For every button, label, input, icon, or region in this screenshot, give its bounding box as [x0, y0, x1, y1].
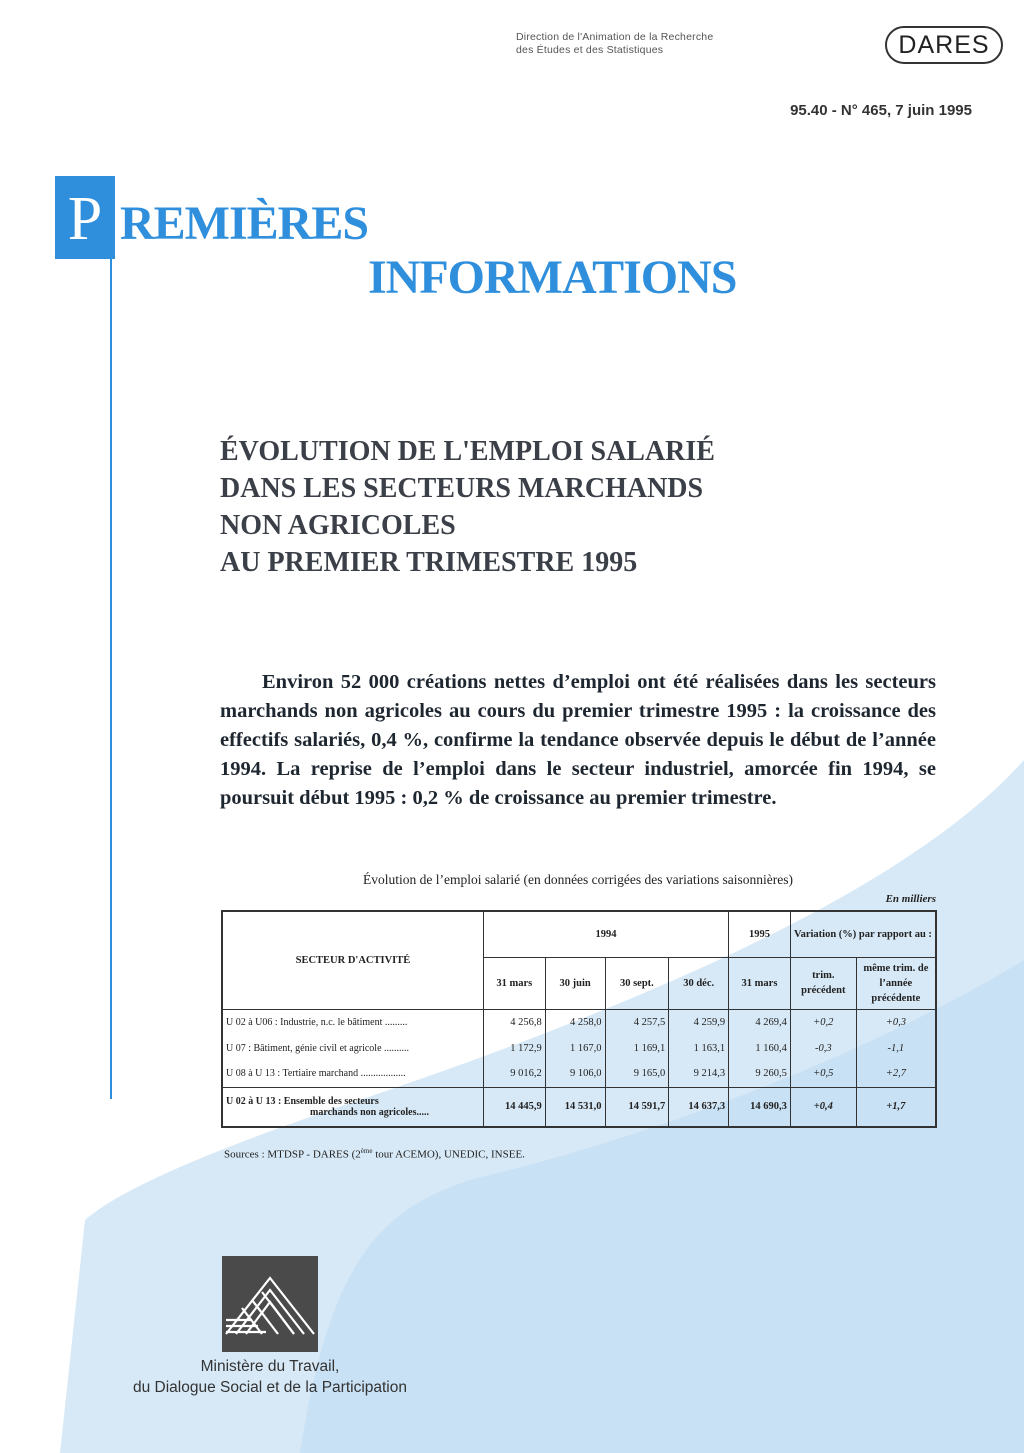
article-title-line: DANS LES SECTEURS MARCHANDS — [220, 473, 704, 504]
subheader: 30 sept. — [605, 957, 669, 1009]
header-year-1994: 1994 — [483, 911, 728, 957]
cell: 4 256,8 — [483, 1009, 545, 1035]
source-prefix: Sources : MTDSP - DARES (2 — [224, 1148, 361, 1161]
cell: 4 258,0 — [545, 1009, 605, 1035]
cell: 9 214,3 — [669, 1061, 729, 1087]
cell: +0,4 — [790, 1087, 856, 1127]
ministry-line-2: du Dialogue Social et de la Participation — [132, 1379, 407, 1396]
header-variation: Variation (%) par rapport au : — [790, 911, 936, 957]
cell: +1,7 — [856, 1087, 936, 1127]
table-total-row — [222, 1087, 936, 1127]
cell: 9 016,2 — [483, 1061, 545, 1087]
subheader: 30 déc. — [669, 957, 729, 1009]
row-label: U 02 à U06 : Industrie, n.c. le bâtiment ......... — [222, 1009, 483, 1035]
cell: 4 269,4 — [729, 1009, 791, 1035]
dares-badge: DARES — [885, 26, 1003, 64]
cell: +0,3 — [856, 1009, 936, 1035]
cell: 9 260,5 — [729, 1061, 791, 1087]
subheader: 31 mars — [483, 957, 545, 1009]
subheader: trim. précédent — [790, 957, 856, 1009]
cell: 14 445,9 — [483, 1087, 545, 1127]
cell: -1,1 — [856, 1035, 936, 1061]
ministry-name — [100, 1356, 440, 1398]
cell: -0,3 — [790, 1035, 856, 1061]
directorate-line-1: Direction de l'Animation de la Recherche — [516, 31, 714, 43]
article-title-line: ÉVOLUTION DE L'EMPLOI SALARIÉ — [220, 436, 715, 467]
subheader: 30 juin — [545, 957, 605, 1009]
directorate-name — [516, 31, 713, 57]
cell: 9 106,0 — [545, 1061, 605, 1087]
issue-number: 95.40 - N° 465, 7 juin 1995 — [790, 102, 972, 119]
article-title-line: AU PREMIER TRIMESTRE 1995 — [220, 547, 638, 578]
cell: 14 637,3 — [669, 1087, 729, 1127]
source-sup: ème — [360, 1147, 373, 1155]
masthead-line-1: REMIÈRES — [120, 197, 369, 250]
cell: 1 169,1 — [605, 1035, 669, 1061]
table-row — [222, 1009, 936, 1035]
ministry-line-1: Ministère du Travail, — [200, 1358, 340, 1375]
employment-table — [221, 910, 937, 1128]
cell: 14 690,3 — [729, 1087, 791, 1127]
row-label: U 08 à U 13 : Tertiaire marchand .................. — [222, 1061, 483, 1087]
header-year-1995: 1995 — [729, 911, 791, 957]
subheader: 31 mars — [729, 957, 791, 1009]
cell: +0,2 — [790, 1009, 856, 1035]
table-source — [224, 1147, 525, 1161]
masthead-line-2: INFORMATIONS — [368, 251, 737, 304]
cell: +2,7 — [856, 1061, 936, 1087]
header-sector: SECTEUR D'ACTIVITÉ — [222, 911, 483, 1009]
masthead-initial: P — [67, 185, 103, 253]
source-suffix: tour ACEMO), UNEDIC, INSEE. — [372, 1148, 525, 1161]
cell: +0,5 — [790, 1061, 856, 1087]
cell: 1 160,4 — [729, 1035, 791, 1061]
masthead-vertical-rule — [110, 259, 112, 1099]
directorate-line-2: des Études et des Statistiques — [516, 44, 664, 56]
total-label-line-2: marchands non agricoles..... — [310, 1106, 429, 1118]
cell: 1 163,1 — [669, 1035, 729, 1061]
total-label-line-1: U 02 à U 13 : Ensemble des secteurs — [226, 1095, 379, 1107]
lead-paragraph: Environ 52 000 créations nettes d’emploi ont été réalisées dans les secteurs marchands non agricoles au cours du premier trimestre 1995 : la croissance des effectifs salariés, 0,4 %, confirme la tendance observée depuis le début de l’année 1994. La reprise de l’emploi dans le secteur industriel, amorcée fin 1994, se poursuit début 1995 : 0,2 % de croissance au premier trimestre. — [220, 671, 936, 809]
cell: 9 165,0 — [605, 1061, 669, 1087]
cell: 1 172,9 — [483, 1035, 545, 1061]
cell: 14 591,7 — [605, 1087, 669, 1127]
subheader: même trim. de l’année précédente — [856, 957, 936, 1009]
ministry-logo-icon — [222, 1256, 318, 1352]
cell: 14 531,0 — [545, 1087, 605, 1127]
cell: 4 259,9 — [669, 1009, 729, 1035]
cell: 4 257,5 — [605, 1009, 669, 1035]
table-caption: Évolution de l’emploi salarié (en données corrigées des variations saisonnières) — [363, 872, 793, 887]
total-label — [222, 1087, 483, 1127]
article-title — [220, 433, 840, 581]
table-row — [222, 1061, 936, 1087]
row-label: U 07 : Bâtiment, génie civil et agricole .......... — [222, 1035, 483, 1061]
table-row — [222, 1035, 936, 1061]
cell: 1 167,0 — [545, 1035, 605, 1061]
article-title-line: NON AGRICOLES — [220, 510, 456, 541]
table-unit-note: En milliers — [885, 893, 936, 905]
